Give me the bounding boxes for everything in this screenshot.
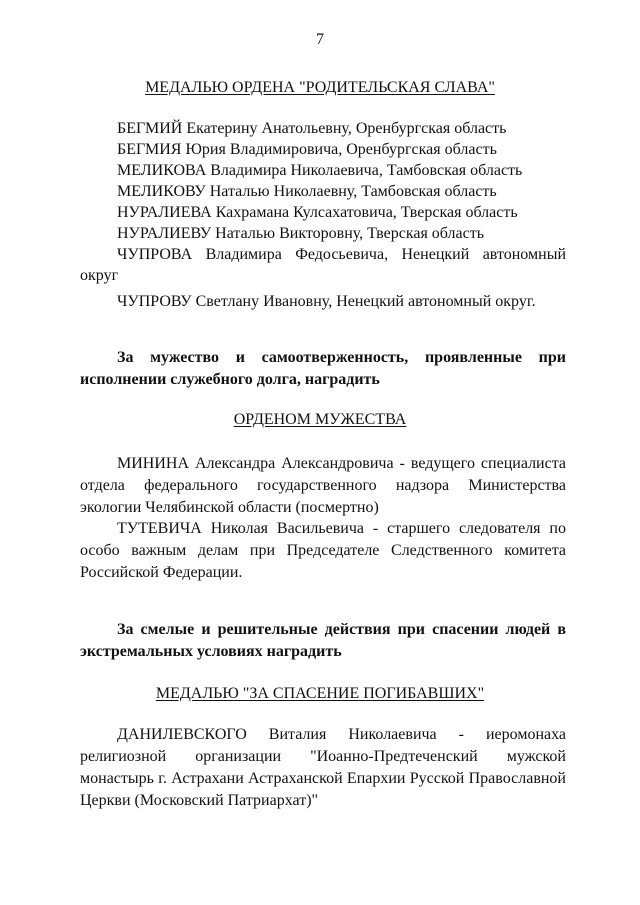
award-paragraph: МИНИНА Александра Александровича - ведущего специалиста отдела федерального государственного надзора Министерства экологии Челябинской области (посмертно) [80,455,566,516]
list-item: НУРАЛИЕВА Кахрамана Кулсахатовича, Тверская область [117,204,518,221]
list-item: ЧУПРОВА Владимира Федосьевича, Ненецкий автономный округ [80,246,566,284]
award-intro-courage: За мужество и самоотверженность, проявленные при исполнении служебного долга, наградить [80,349,566,388]
list-item: БЕГМИЙ Екатерину Анатольевну, Оренбургская область [117,120,507,137]
section-heading-rescue-medal: МЕДАЛЬЮ "ЗА СПАСЕНИЕ ПОГИБАВШИХ" [155,685,485,702]
award-paragraph: ТУТЕВИЧА Николая Васильевича - старшего следователя по особо важным делам при Председателе Следственного комитета Российской Федерации. [80,520,566,581]
section-heading-parental-glory-medal: МЕДАЛЬЮ ОРДЕНА "РОДИТЕЛЬСКАЯ СЛАВА" [145,79,495,96]
list-item: МЕЛИКОВА Владимира Николаевича, Тамбовская область [117,162,523,179]
list-item: ЧУПРОВУ Светлану Ивановну, Ненецкий автономный округ. [117,293,536,310]
section-heading-order-of-courage: ОРДЕНОМ МУЖЕСТВА [233,411,407,428]
award-list-parental-glory [80,118,566,312]
award-paragraph: ДАНИЛЕВСКОГО Виталия Николаевича - иеромонаха религиозной организации "Иоанно-Предтеченский мужской монастырь г. Астрахани Астраханской Епархии Русской Православной Церкви (Московский Патриархат)" [80,726,566,809]
list-item: БЕГМИЯ Юрия Владимировича, Оренбургская область [117,141,497,158]
award-intro-rescue: За смелые и решительные действия при спасении людей в экстремальных условиях наградить [80,621,566,660]
page-number: 7 [316,31,324,48]
list-item: НУРАЛИЕВУ Наталью Викторовну, Тверская область [117,225,485,242]
list-item: МЕЛИКОВУ Наталью Николаевну, Тамбовская область [117,183,497,200]
